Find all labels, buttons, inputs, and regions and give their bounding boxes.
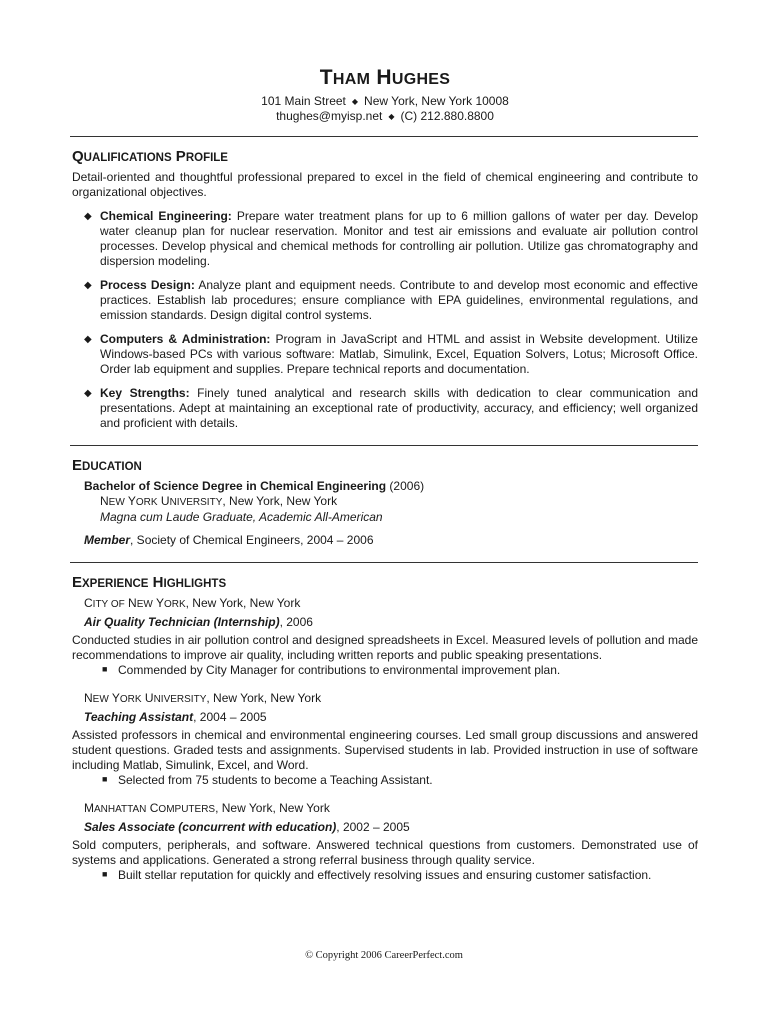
job-title: Air Quality Technician (Internship) (84, 615, 280, 629)
qualification-text: Program in JavaScript and HTML and assist in Website development. Utilize Windows-based PCs with various software: Matlab, Simulink, Excel, Equation Solvers, Lotus; Microsoft Office. Order lab equipment and supplies. Prepare technical reports and documentation. (100, 332, 698, 376)
degree-name: Bachelor of Science Degree in Chemical Engineering (84, 479, 387, 493)
employer-location: , New York, New York (206, 691, 322, 705)
resume-header (72, 64, 698, 124)
school-location: , New York, New York (222, 494, 338, 508)
membership-text: , Society of Chemical Engineers, 2004 – 2006 (130, 533, 374, 547)
job-dates: , 2004 – 2005 (193, 710, 267, 724)
diamond-separator-icon: ◆ (351, 97, 359, 106)
candidate-name (72, 64, 698, 94)
experience-title: EXPERIENCE HIGHLIGHTS (72, 574, 227, 591)
job-dates: , 2002 – 2005 (336, 820, 410, 834)
qualification-text: Finely tuned analytical and research skills with dedication to clear communication and presentations. Adept at maintaining an exceptional rate of productivity, accuracy, and efficiency; well organized and proficient with details. (100, 386, 698, 430)
education-section (72, 456, 698, 548)
diamond-bullet-icon: ◆ (84, 388, 92, 399)
city-state-zip: New York, New York 10008 (364, 94, 509, 108)
school-line: NEW YORK UNIVERSITY, New York, New York (100, 494, 338, 508)
qualification-text: Analyze plant and equipment needs. Contribute to and develop most economic and effective practices. Establish lab procedures; ensure compliance with EPA guidelines, environmental regulations, and emission standards. Design digital control systems. (100, 278, 698, 322)
name-part: UGHES (391, 71, 451, 88)
section-divider (70, 136, 698, 137)
job-entry (72, 596, 698, 678)
qualification-label: Chemical Engineering: (100, 209, 232, 223)
section-divider (70, 562, 698, 563)
diamond-bullet-icon: ◆ (84, 334, 92, 345)
qualification-item (72, 209, 698, 269)
name-initial: T (319, 66, 333, 89)
section-divider (70, 445, 698, 446)
qualifications-list (72, 209, 698, 431)
membership-label: Member (84, 533, 131, 547)
achievement-item: ■ Commended by City Manager for contributions to environmental improvement plan. (102, 663, 561, 677)
degree-year: (2006) (386, 479, 425, 493)
job-title: Sales Associate (concurrent with education) (84, 820, 337, 834)
honors-line: Magna cum Laude Graduate, Academic All-American (100, 510, 383, 524)
address-line (72, 94, 698, 109)
education-title: EDUCATION (72, 457, 142, 474)
square-bullet-icon: ■ (102, 664, 108, 674)
qualification-text: Prepare water treatment plans for up to 6 million gallons of water per day. Develop water cleanup plan for nuclear reservation. Monitor and test air emissions and evaluate air pollution control processes. Develop physical and chemical methods for controlling air pollution. Utilize gas chromatography and dispersion modeling. (100, 209, 698, 268)
qualifications-summary: Detail-oriented and thoughtful professional prepared to excel in the field of chemical engineering and contribute to organizational objectives. (72, 170, 698, 199)
job-entry (72, 691, 698, 788)
square-bullet-icon: ■ (102, 774, 108, 784)
name-initial: H (376, 66, 392, 89)
resume-page (72, 64, 698, 883)
achievement-list (72, 663, 698, 678)
copyright-footer: © Copyright 2006 CareerPerfect.com (305, 950, 463, 961)
degree-line (84, 479, 698, 494)
qualification-label: Key Strengths: (100, 386, 190, 400)
employer-line: NEW YORK UNIVERSITY, New York, New York (84, 691, 322, 705)
achievement-list (72, 773, 698, 788)
qualification-item (72, 332, 698, 377)
qualification-label: Computers & Administration: (100, 332, 271, 346)
job-description: Assisted professors in chemical and environmental engineering courses. Led small group discussions and answered student questions. Graded tests and assignments. Supervised students in lab. Provided instruction in use of software including Matlab, Simulink, Excel, and Word. (72, 728, 698, 772)
diamond-separator-icon: ◆ (388, 112, 395, 121)
qualifications-section (72, 147, 698, 431)
job-description: Sold computers, peripherals, and software. Answered technical questions from customers. Demonstrated use of systems and applications. Generated a strong referral business through quality service. (72, 838, 698, 867)
qualification-item (72, 278, 698, 323)
role-line (84, 820, 698, 835)
membership-line (84, 533, 698, 548)
qualification-label: Process Design: (100, 278, 195, 292)
square-bullet-icon: ■ (102, 869, 108, 879)
qualification-item (72, 386, 698, 431)
achievement-list (72, 868, 698, 883)
employer-location: , New York, New York (185, 596, 301, 610)
street-address: 101 Main Street (261, 94, 346, 108)
phone-number: (C) 212.880.8800 (400, 109, 494, 123)
job-title: Teaching Assistant (84, 710, 194, 724)
role-line (84, 615, 698, 630)
job-dates: , 2006 (279, 615, 313, 629)
employer-location: , New York, New York (215, 801, 330, 815)
diamond-bullet-icon: ◆ (84, 280, 92, 291)
name-part: HAM (332, 71, 371, 88)
diamond-bullet-icon: ◆ (84, 211, 92, 222)
achievement-item: ■ Built stellar reputation for quickly and effectively resolving issues and ensuring customer satisfaction. (102, 868, 652, 882)
experience-section (72, 573, 698, 883)
email-address: thughes@myisp.net (276, 109, 383, 123)
employer-line: MANHATTAN COMPUTERS, New York, New York (84, 801, 330, 815)
job-entry (72, 801, 698, 883)
achievement-item: ■ Selected from 75 students to become a Teaching Assistant. (102, 773, 433, 787)
employer-line: CITY OF NEW YORK, New York, New York (84, 596, 301, 610)
qualifications-title: QUALIFICATIONS PROFILE (72, 148, 228, 165)
role-line (84, 710, 698, 725)
contact-line (72, 109, 698, 124)
job-description: Conducted studies in air pollution control and designed spreadsheets in Excel. Measured levels of pollution and made recommendations to improve air quality, including written reports and public speaking presentations. (72, 633, 698, 662)
